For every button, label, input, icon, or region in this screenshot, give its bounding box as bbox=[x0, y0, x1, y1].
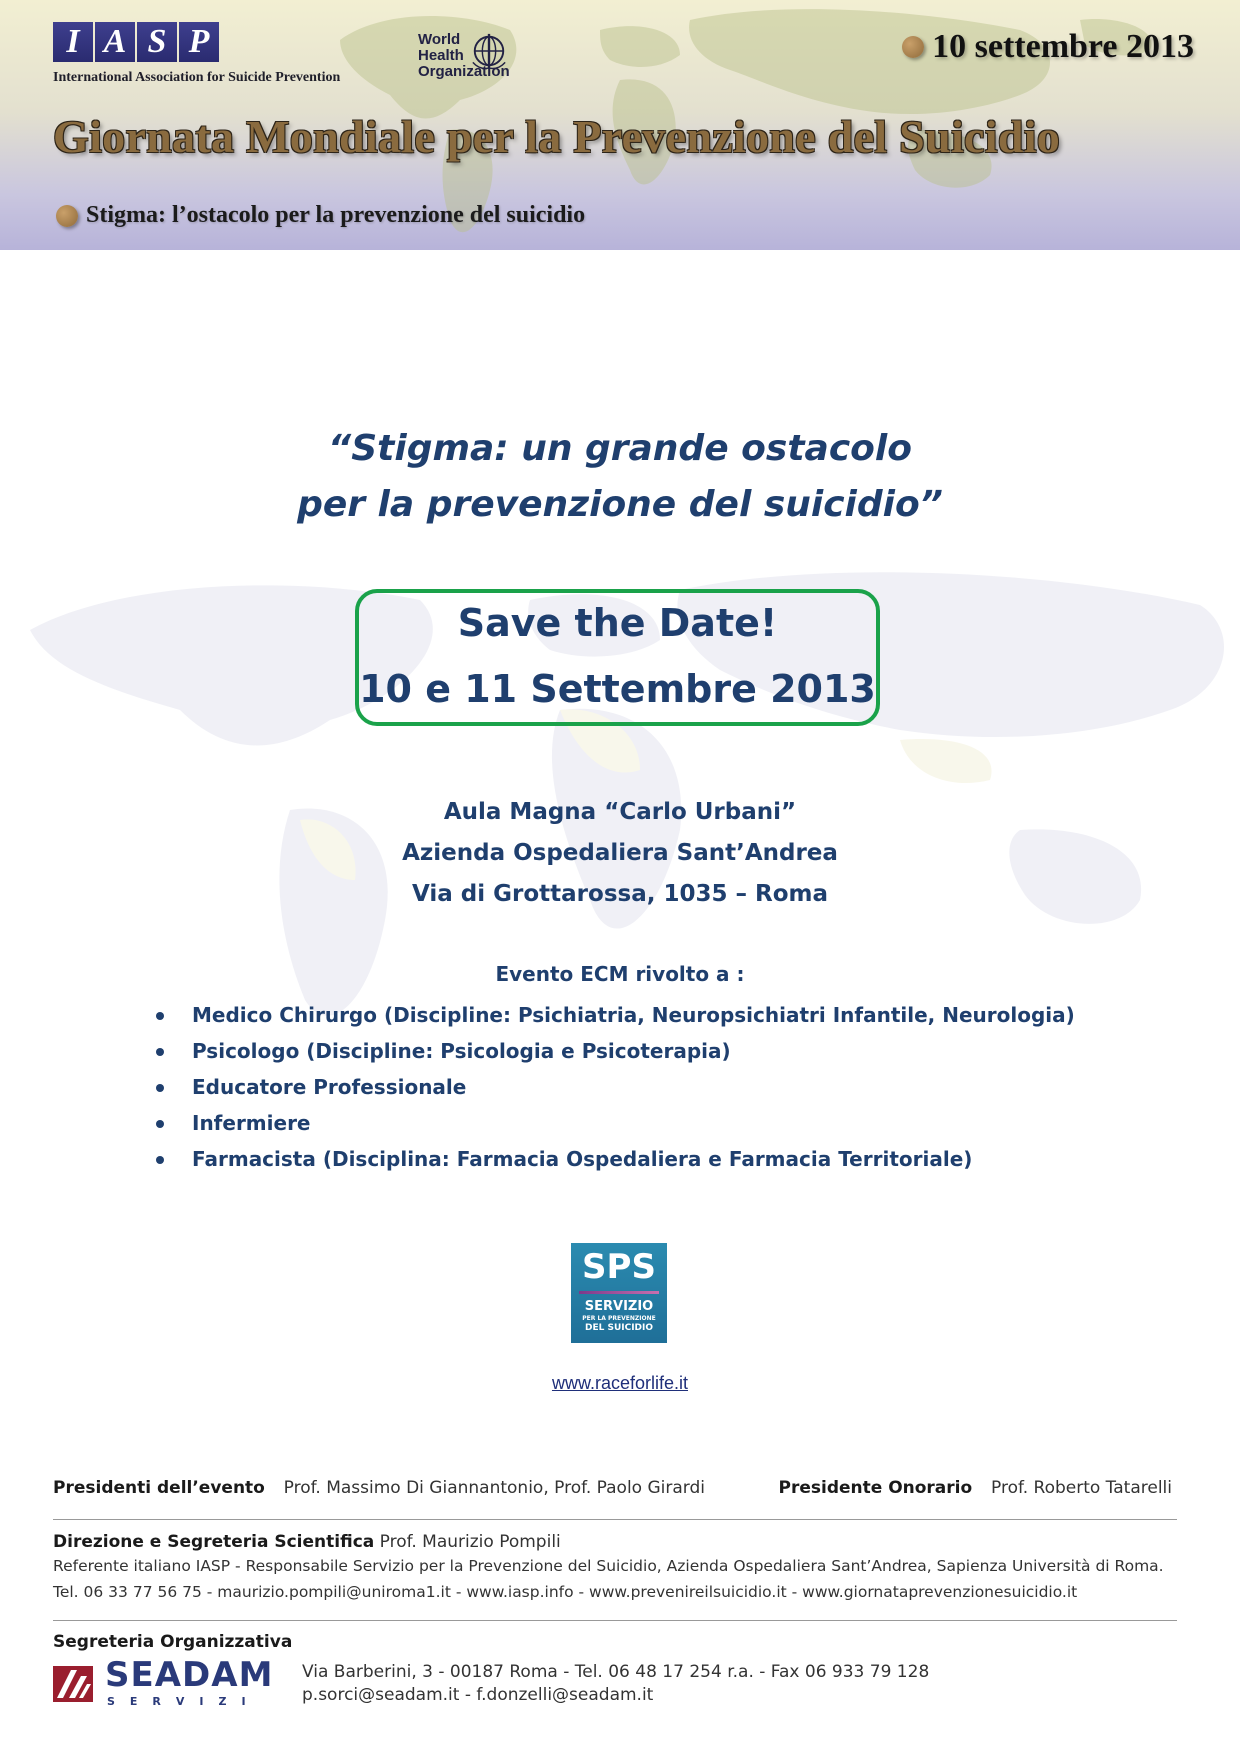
save-the-date-heading: Save the Date! bbox=[457, 601, 778, 645]
who-line: Health bbox=[418, 47, 464, 64]
seadam-logo-name: SEADAM bbox=[105, 1655, 274, 1695]
ecm-heading: Evento ECM rivolto a : bbox=[495, 962, 745, 986]
presidents-row bbox=[53, 1478, 705, 1498]
presidents-names: Prof. Massimo Di Giannantonio, Prof. Paolo Girardi bbox=[283, 1478, 705, 1498]
save-the-date-dates: 10 e 11 Settembre 2013 bbox=[359, 667, 876, 711]
header-banner bbox=[0, 0, 1240, 250]
honorary-president-name: Prof. Roberto Tatarelli bbox=[991, 1478, 1172, 1498]
bullet-dot-icon bbox=[902, 36, 924, 58]
ecm-target-list bbox=[150, 997, 1075, 1177]
save-the-date-box bbox=[355, 589, 880, 726]
event-subtitle bbox=[56, 202, 585, 229]
event-subtitle-text: Stigma: l’ostacolo per la prevenzione del suicidio bbox=[86, 202, 586, 228]
bullet-dot-icon bbox=[56, 205, 78, 227]
list-item: Psicologo (Discipline: Psicologia e Psicoterapia) bbox=[150, 1033, 1075, 1069]
sps-logo-line: DEL SUICIDIO bbox=[584, 1323, 654, 1333]
iasp-letter: I bbox=[53, 22, 93, 62]
sps-logo-acronym: SPS bbox=[582, 1247, 656, 1287]
sps-logo-divider bbox=[579, 1291, 659, 1294]
direction-name: Prof. Maurizio Pompili bbox=[379, 1532, 561, 1552]
list-item: Medico Chirurgo (Discipline: Psichiatria, Neuropsichiatri Infantile, Neurologia) bbox=[150, 997, 1075, 1033]
who-emblem-icon bbox=[470, 32, 508, 70]
event-title: Giornata Mondiale per la Prevenzione del Suicidio bbox=[53, 111, 1061, 162]
list-item: Infermiere bbox=[150, 1105, 1075, 1141]
header-date bbox=[902, 28, 1194, 66]
quote-line-2: per la prevenzione del suicidio” bbox=[297, 484, 943, 525]
org-emails: p.sorci@seadam.it - f.donzelli@seadam.it bbox=[302, 1685, 654, 1705]
iasp-full-name: International Association for Suicide Prevention bbox=[53, 70, 341, 85]
iasp-letter: A bbox=[95, 22, 135, 62]
list-item: Educatore Professionale bbox=[150, 1069, 1075, 1105]
iasp-letter: S bbox=[137, 22, 177, 62]
venue-hospital: Azienda Ospedaliera Sant’Andrea bbox=[402, 840, 838, 866]
footer-divider bbox=[53, 1519, 1177, 1520]
direction-contacts: Tel. 06 33 77 56 75 - maurizio.pompili@uniroma1.it - www.iasp.info - www.prevenireilsuicidio.it - www.giornataprevenzionesuicidio.it bbox=[53, 1583, 1078, 1601]
direction-affiliation: Referente italiano IASP - Responsabile Servizio per la Prevenzione del Suicidio, Azienda Ospedaliera Sant’Andrea, Sapienza Università di Roma. bbox=[53, 1557, 1164, 1575]
presidents-label: Presidenti dell’evento bbox=[53, 1478, 265, 1498]
who-line: World bbox=[418, 31, 461, 48]
iasp-letter: P bbox=[179, 22, 219, 62]
venue-address: Via di Grottarossa, 1035 – Roma bbox=[411, 881, 828, 907]
seadam-logo-mark bbox=[53, 1662, 93, 1704]
website-link[interactable]: www.raceforlife.it bbox=[551, 1373, 689, 1393]
quote-line-1: “Stigma: un grande ostacolo bbox=[328, 428, 912, 469]
sps-logo-line: SERVIZIO bbox=[584, 1299, 654, 1314]
honorary-president-label: Presidente Onorario bbox=[778, 1478, 973, 1498]
venue-hall: Aula Magna “Carlo Urbani” bbox=[443, 799, 797, 825]
sps-logo bbox=[571, 1243, 667, 1343]
org-address: Via Barberini, 3 - 00187 Roma - Tel. 06 48 17 254 r.a. - Fax 06 933 79 128 bbox=[302, 1662, 930, 1682]
header-date-text: 10 settembre 2013 bbox=[932, 28, 1194, 65]
list-item: Farmacista (Disciplina: Farmacia Ospedaliera e Farmacia Territoriale) bbox=[150, 1141, 1075, 1177]
footer-divider bbox=[53, 1620, 1177, 1621]
who-logo bbox=[418, 32, 528, 80]
direction-label: Direzione e Segreteria Scientifica bbox=[53, 1532, 375, 1552]
sps-logo-line: PER LA PREVENZIONE bbox=[582, 1315, 656, 1322]
direction-row bbox=[53, 1532, 561, 1552]
org-secretariat-label: Segreteria Organizzativa bbox=[53, 1632, 293, 1652]
honorary-president-row bbox=[779, 1478, 1173, 1498]
who-line: Organization bbox=[418, 63, 510, 80]
iasp-logo bbox=[53, 22, 221, 62]
seadam-logo-sub: SERVIZI bbox=[107, 1695, 261, 1708]
